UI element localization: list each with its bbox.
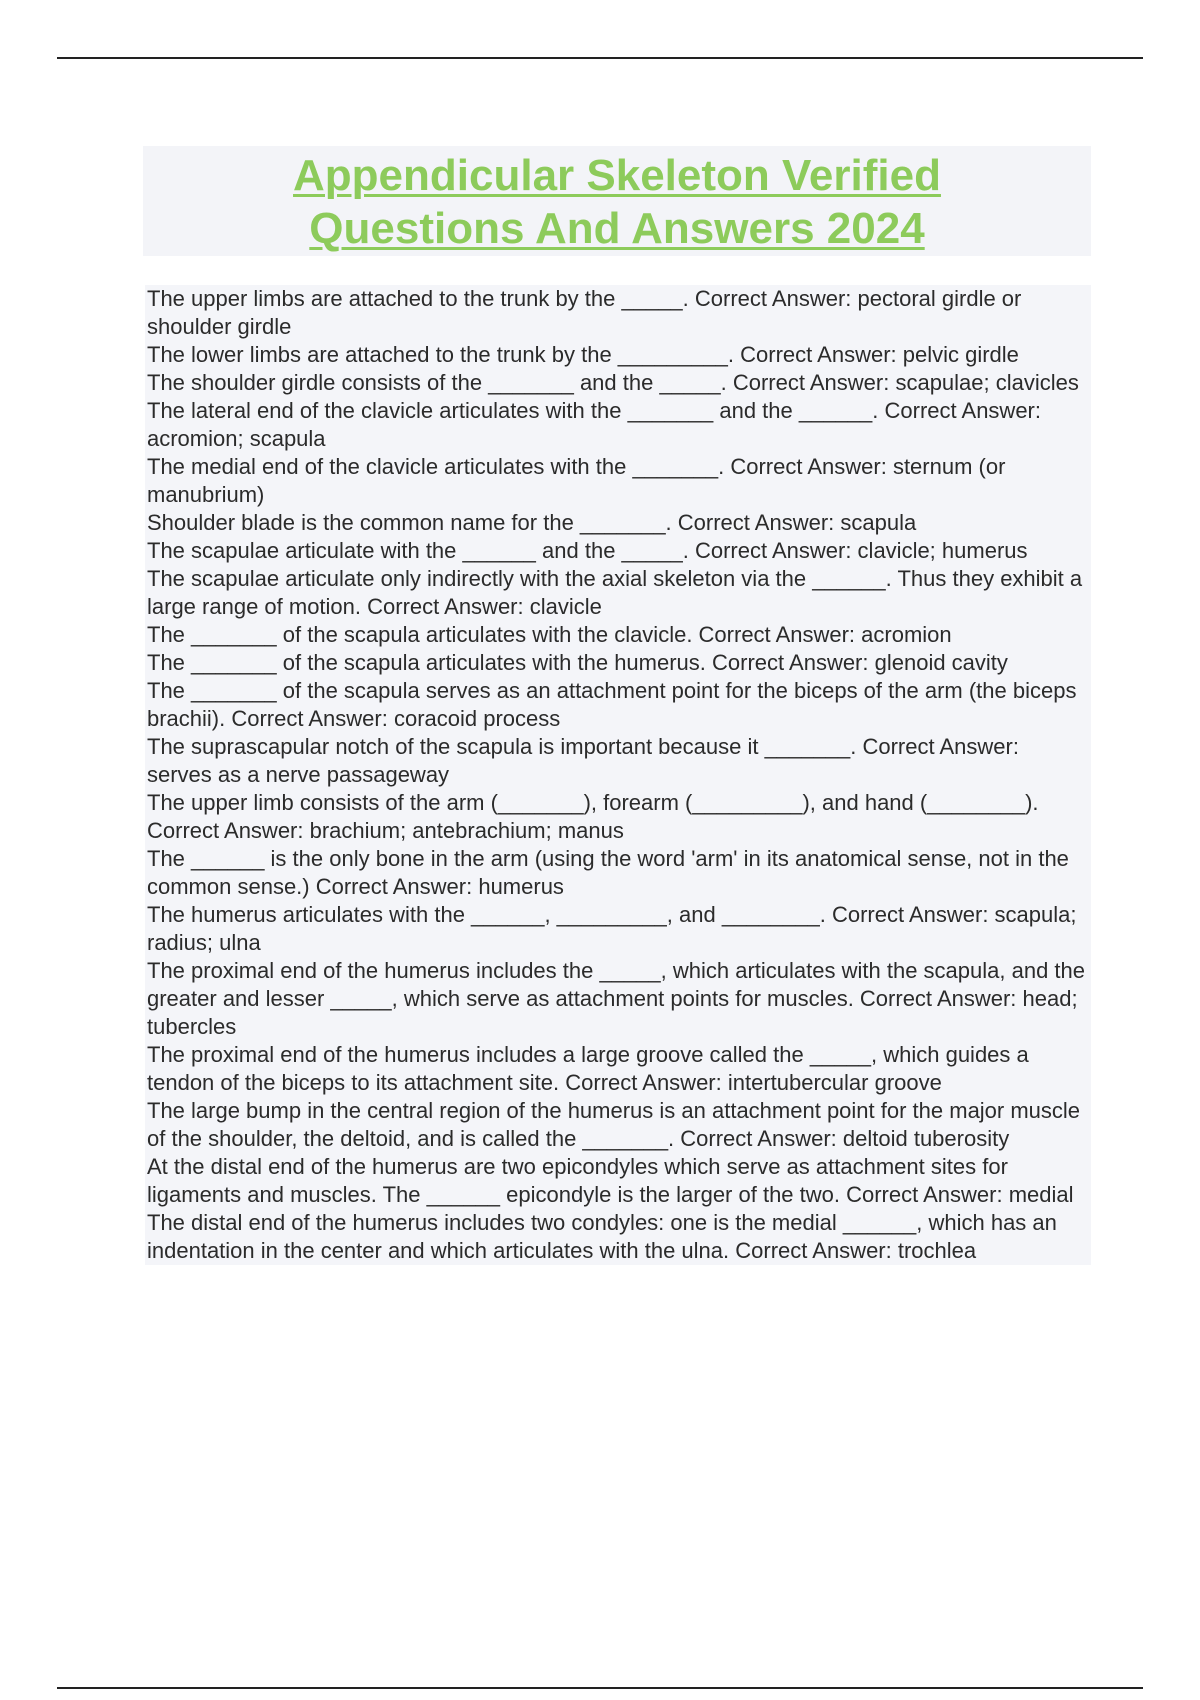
qa-item: The lower limbs are attached to the trunk by the _________. Correct Answer: pelvic girdle	[145, 341, 1091, 369]
qa-item: At the distal end of the humerus are two epicondyles which serve as attachment sites for ligaments and muscles. The ______ epicondyle is the larger of the two. Correct Answer: medial	[145, 1153, 1091, 1209]
qa-item: The _______ of the scapula serves as an attachment point for the biceps of the arm (the biceps brachii). Correct Answer: coracoid process	[145, 677, 1091, 733]
qa-item: The medial end of the clavicle articulates with the _______. Correct Answer: sternum (or manubrium)	[145, 453, 1091, 509]
qa-item: The _______ of the scapula articulates with the humerus. Correct Answer: glenoid cavity	[145, 649, 1091, 677]
top-rule	[57, 57, 1143, 59]
qa-item: The humerus articulates with the ______, _________, and ________. Correct Answer: scapula; radius; ulna	[145, 901, 1091, 957]
qa-item: The suprascapular notch of the scapula is important because it _______. Correct Answer: serves as a nerve passageway	[145, 733, 1091, 789]
qa-item: The scapulae articulate with the ______ and the _____. Correct Answer: clavicle; humerus	[145, 537, 1091, 565]
title-line-1: Appendicular Skeleton Verified	[293, 151, 941, 200]
qa-item: The proximal end of the humerus includes a large groove called the _____, which guides a tendon of the biceps to its attachment site. Correct Answer: intertubercular groove	[145, 1041, 1091, 1097]
qa-item: The scapulae articulate only indirectly with the axial skeleton via the ______. Thus they exhibit a large range of motion. Correct Answer: clavicle	[145, 565, 1091, 621]
qa-item: The proximal end of the humerus includes the _____, which articulates with the scapula, and the greater and lesser _____, which serve as attachment points for muscles. Correct Answer: head; tubercles	[145, 957, 1091, 1041]
qa-item: The _______ of the scapula articulates with the clavicle. Correct Answer: acromion	[145, 621, 1091, 649]
document-title	[143, 146, 1091, 256]
qa-list	[145, 285, 1091, 1265]
qa-item: The ______ is the only bone in the arm (using the word 'arm' in its anatomical sense, not in the common sense.) Correct Answer: humerus	[145, 845, 1091, 901]
qa-item: The lateral end of the clavicle articulates with the _______ and the ______. Correct Answer: acromion; scapula	[145, 397, 1091, 453]
qa-item: Shoulder blade is the common name for the _______. Correct Answer: scapula	[145, 509, 1091, 537]
qa-item: The upper limb consists of the arm (_______), forearm (_________), and hand (________). Correct Answer: brachium; antebrachium; manus	[145, 789, 1091, 845]
bottom-rule	[57, 1687, 1143, 1689]
qa-item: The upper limbs are attached to the trunk by the _____. Correct Answer: pectoral girdle or shoulder girdle	[145, 285, 1091, 341]
title-line-2: Questions And Answers 2024	[309, 204, 925, 253]
qa-item: The distal end of the humerus includes two condyles: one is the medial ______, which has an indentation in the center and which articulates with the ulna. Correct Answer: trochlea	[145, 1209, 1091, 1265]
qa-item: The large bump in the central region of the humerus is an attachment point for the major muscle of the shoulder, the deltoid, and is called the _______. Correct Answer: deltoid tuberosity	[145, 1097, 1091, 1153]
qa-item: The shoulder girdle consists of the _______ and the _____. Correct Answer: scapulae; clavicles	[145, 369, 1091, 397]
